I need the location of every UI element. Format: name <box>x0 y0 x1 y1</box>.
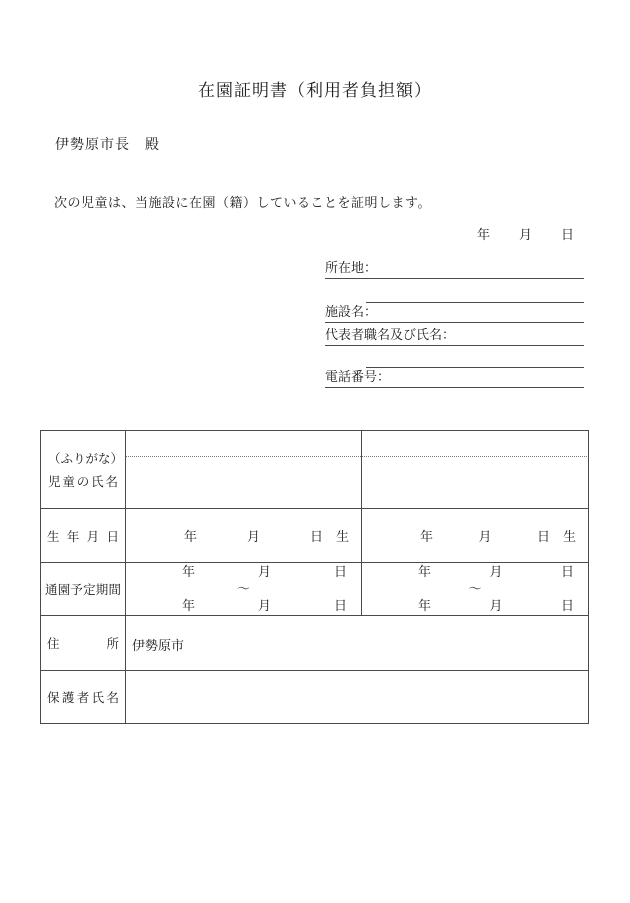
period-start-month-label: 月 <box>489 564 503 580</box>
period-start-day-label: 日 <box>560 564 574 580</box>
child-name-label: 児童の氏名 <box>48 474 118 489</box>
period-cell-2 <box>362 563 589 616</box>
table-row-period <box>41 563 589 616</box>
address-row-label-cell <box>41 616 126 671</box>
period-start-month-label: 月 <box>257 564 271 580</box>
period-tilde: ～ <box>236 581 250 597</box>
birth-suffix-label: 生 <box>562 530 576 545</box>
table-row-name <box>41 431 589 509</box>
issue-date-year-label: 年 <box>477 228 491 243</box>
issue-date-month-label: 月 <box>518 228 532 243</box>
birth-month-label: 月 <box>478 530 492 545</box>
issue-date-line <box>477 224 574 241</box>
birth-day-label: 日 <box>536 530 550 545</box>
period-start-year-label: 年 <box>418 564 432 580</box>
issuer-phone-field <box>325 366 584 388</box>
issuer-address-field <box>325 257 584 279</box>
issuer-address-label: 所在地： <box>325 260 378 276</box>
period-tilde: ～ <box>468 581 482 597</box>
period-end-year-label: 年 <box>182 598 196 614</box>
child-name-cell-1 <box>126 431 362 509</box>
birthdate-label: 生年月日 <box>47 528 119 544</box>
name-row-label-cell <box>41 431 126 509</box>
birth-suffix-label: 生 <box>335 530 349 545</box>
period-label: 通園予定期間 <box>45 582 121 597</box>
period-end-day-label: 日 <box>560 598 574 614</box>
period-start-day-label: 日 <box>333 564 347 580</box>
table-row-guardian <box>41 671 589 724</box>
period-cell-1 <box>126 563 362 616</box>
period-start-year-label: 年 <box>182 564 196 580</box>
table-row-birthdate <box>41 509 589 563</box>
birthdate-row-label-cell <box>41 509 126 563</box>
issuer-facility-field <box>325 301 584 323</box>
birth-year-label: 年 <box>184 530 198 545</box>
child-info-table <box>40 430 588 723</box>
issuer-representative-field-line2 <box>366 346 584 368</box>
address-value: 伊勢原市 <box>132 639 185 654</box>
birth-month-label: 月 <box>246 530 260 545</box>
period-end-month-label: 月 <box>489 598 503 614</box>
guardian-label: 保護者氏名 <box>47 690 119 705</box>
issuer-representative-label: 代表者職名及び氏名： <box>325 327 456 343</box>
guardian-row-label-cell <box>41 671 126 724</box>
addressee-line: 伊勢原市長 殿 <box>55 137 160 153</box>
period-end-year-label: 年 <box>418 598 432 614</box>
furigana-dotted-separator <box>126 456 587 457</box>
certification-statement: 次の児童は、当施設に在園（籍）していることを証明します。 <box>54 196 431 211</box>
issuer-address-field-line2 <box>366 281 584 303</box>
birth-day-label: 日 <box>309 530 323 545</box>
issuer-representative-field <box>325 324 584 346</box>
period-end-day-label: 日 <box>333 598 347 614</box>
furigana-label: （ふりがな） <box>48 451 124 466</box>
birthdate-cell-2 <box>362 509 589 563</box>
address-value-cell <box>126 616 589 671</box>
issuer-phone-label: 電話番号： <box>325 369 391 385</box>
child-name-cell-2 <box>362 431 589 509</box>
table-row-address <box>41 616 589 671</box>
period-row-label-cell <box>41 563 126 616</box>
issue-date-day-label: 日 <box>560 228 574 243</box>
address-label: 住所 <box>47 636 119 651</box>
birthdate-cell-1 <box>126 509 362 563</box>
birth-year-label: 年 <box>420 530 434 545</box>
guardian-value-cell <box>126 671 589 724</box>
period-end-month-label: 月 <box>257 598 271 614</box>
issuer-facility-label: 施設名： <box>325 304 378 320</box>
page-title: 在園証明書（利用者負担額） <box>198 81 432 101</box>
